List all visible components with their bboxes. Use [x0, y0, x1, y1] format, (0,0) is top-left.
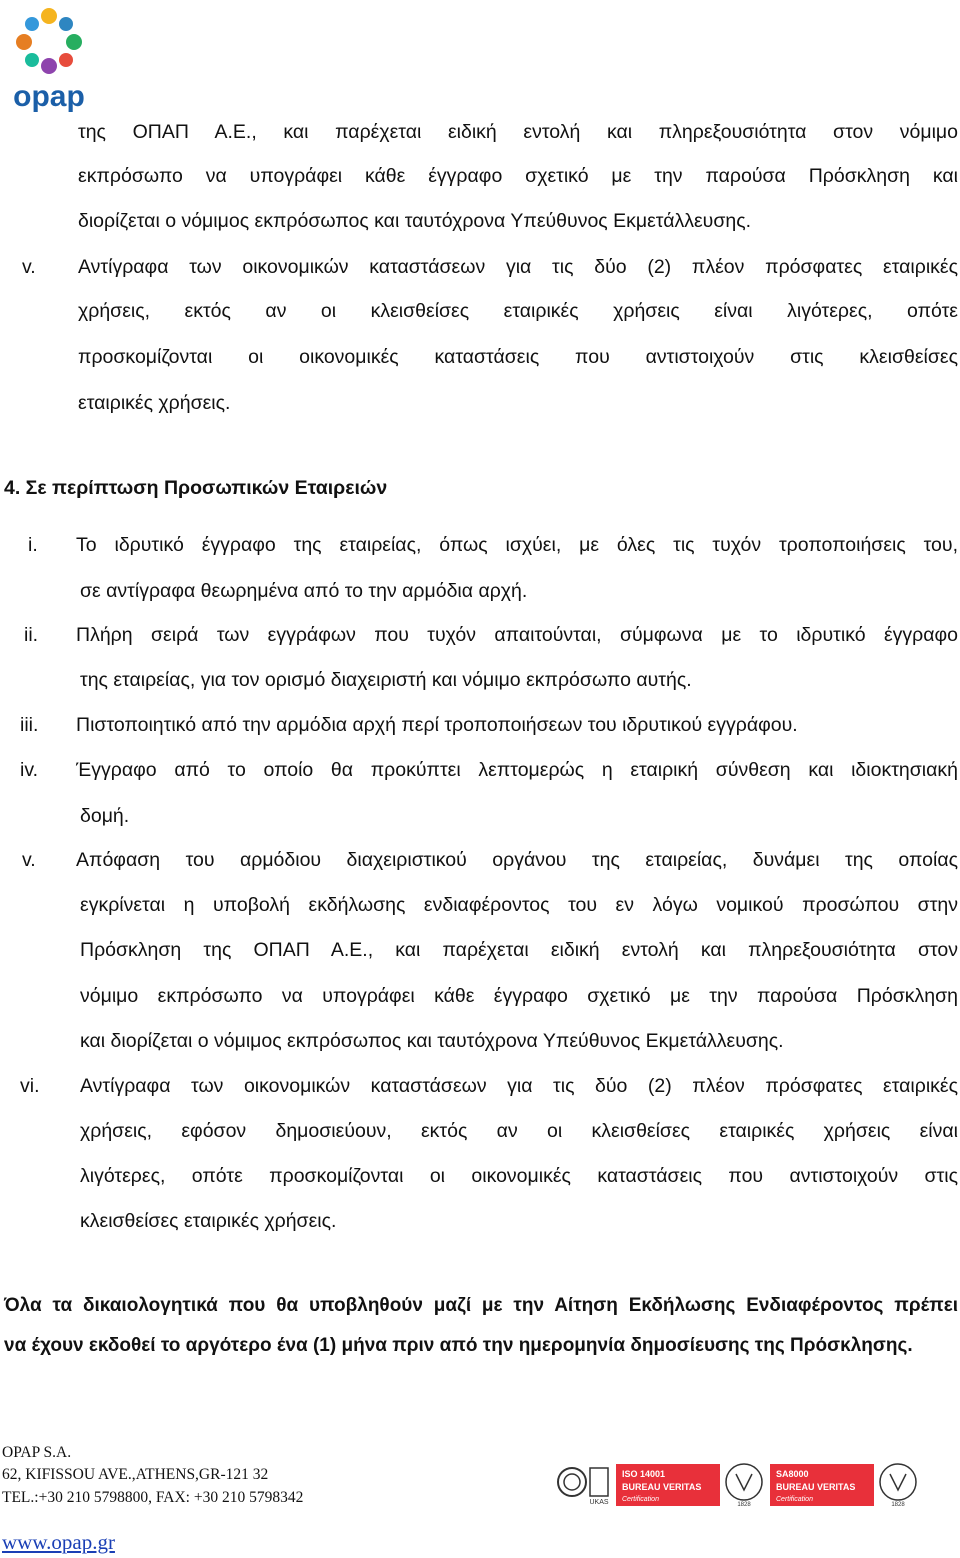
text-line: Απόφαση του αρμόδιου διαχειριστικού οργάνου της εταιρείας, δυνάμει της οποίας [76, 849, 958, 871]
footer-contact: TEL.:+30 210 5798800, FAX: +30 210 5798342 [2, 1489, 304, 1506]
iso-14001-badge [616, 1462, 720, 1508]
text-line: Πρόσκληση της ΟΠΑΠ Α.Ε., και παρέχεται ειδική εντολή και πληρεξουσιότητα στον [80, 939, 958, 961]
ukas-label: UKAS [589, 1499, 609, 1506]
text-line: κλεισθείσες εταιρικές χρήσεις. [80, 1210, 337, 1232]
section-heading: 4. Σε περίπτωση Προσωπικών Εταιρειών [4, 477, 388, 499]
text-line: νόμιμο εκπρόσωπο να υπογράφει κάθε έγγραφο σχετικό με την παρούσα Πρόσκληση [80, 985, 958, 1007]
cert-label: SA8000 [776, 1469, 809, 1479]
text-line: λιγότερες, οπότε προσκομίζονται οι οικονομικές καταστάσεις που αντιστοιχούν στις [80, 1165, 958, 1187]
text-line: Αντίγραφα των οικονομικών καταστάσεων για τις δύο (2) πλέον πρόσφατες εταιρικές [80, 1075, 958, 1097]
bureau-veritas-seal-icon [876, 1462, 920, 1508]
cert-label: ISO 14001 [622, 1469, 666, 1479]
bureau-veritas-seal-icon [722, 1462, 766, 1508]
seal-year: 1828 [891, 1502, 905, 1508]
text-line: της εταιρείας, για τον ορισμό διαχειριστή και νόμιμο εκπρόσωπο αυτής. [80, 669, 692, 691]
cert-label: Certification [622, 1496, 659, 1503]
text-line: σε αντίγραφα θεωρημένα από το την αρμόδια αρχή. [80, 580, 528, 602]
text-line: διορίζεται ο νόμιμος εκπρόσωπος και ταυτόχρονα Υπεύθυνος Εκμετάλλευσης. [78, 210, 752, 232]
logo-text: opap [13, 80, 85, 113]
sa8000-badge [770, 1462, 874, 1508]
item-number: vi. [20, 1075, 40, 1097]
text-line: Έγγραφο από το οποίο θα προκύπτει λεπτομερώς η εταιρική σύνθεση και ιδιοκτησιακή [76, 759, 958, 781]
notice-line: Όλα τα δικαιολογητικά που θα υποβληθούν μαζί με την Αίτηση Εκδήλωσης Ενδιαφέροντος πρέπει [4, 1295, 958, 1316]
text-line: Το ιδρυτικό έγγραφο της εταιρείας, όπως ισχύει, με όλες τις τυχόν τροποποιήσεις του, [76, 534, 958, 556]
text-line: εγκρίνεται η υποβολή εκδήλωσης ενδιαφέροντος του εν λόγω νομικού προσώπου στην [80, 894, 958, 916]
text-line: και διορίζεται ο νόμιμος εκπρόσωπος και ταυτόχρονα Υπεύθυνος Εκμετάλλευσης. [80, 1030, 784, 1052]
cert-label: Certification [776, 1496, 813, 1503]
text-line: Πιστοποιητικό από την αρμόδια αρχή περί τροποποιήσεων του ιδρυτικού εγγράφου. [76, 714, 798, 736]
website-link[interactable]: www.opap.gr [2, 1530, 115, 1554]
text-line: Αντίγραφα των οικονομικών καταστάσεων για τις δύο (2) πλέον πρόσφατες εταιρικές [78, 256, 958, 278]
item-number: v. [22, 256, 36, 278]
footer-address: 62, KIFISSOU AVE.,ATHENS,GR-121 32 [2, 1466, 269, 1483]
text-line: Πλήρη σειρά των εγγράφων που τυχόν απαιτούνται, σύμφωνα με το ιδρυτικό έγγραφο [76, 624, 958, 646]
opap-logo [4, 2, 94, 114]
text-line: εταιρικές χρήσεις. [78, 392, 231, 414]
seal-year: 1828 [737, 1502, 751, 1508]
cert-label: BUREAU VERITAS [622, 1482, 702, 1492]
item-number: v. [22, 849, 36, 871]
certification-seal-icon [556, 1462, 612, 1508]
footer-company: OPAP S.A. [2, 1444, 72, 1461]
text-line: εκπρόσωπο να υπογράφει κάθε έγγραφο σχετικό με την παρούσα Πρόσκληση και [78, 165, 958, 187]
item-number: i. [28, 534, 38, 556]
item-number: iii. [20, 714, 39, 736]
item-number: ii. [24, 624, 39, 646]
text-line: της ΟΠΑΠ Α.Ε., και παρέχεται ειδική εντολή και πληρεξουσιότητα στον νόμιμο [78, 121, 958, 143]
text-line: χρήσεις, εφόσον δημοσιεύουν, εκτός αν οι κλεισθείσες εταιρικές χρήσεις είναι [80, 1120, 958, 1142]
cert-label: BUREAU VERITAS [776, 1482, 856, 1492]
logo-star-icon [16, 8, 82, 74]
notice-line: να έχουν εκδοθεί το αργότερο ένα (1) μήνα πριν από την ημερομηνία δημοσίευσης της Πρόσκλησης. [4, 1335, 913, 1356]
text-line: δομή. [80, 805, 130, 827]
item-number: iv. [20, 759, 39, 781]
text-line: προσκομίζονται οι οικονομικές καταστάσεις που αντιστοιχούν στις κλεισθείσες [78, 346, 958, 368]
text-line: χρήσεις, εκτός αν οι κλεισθείσες εταιρικές χρήσεις είναι λιγότερες, οπότε [78, 300, 958, 322]
